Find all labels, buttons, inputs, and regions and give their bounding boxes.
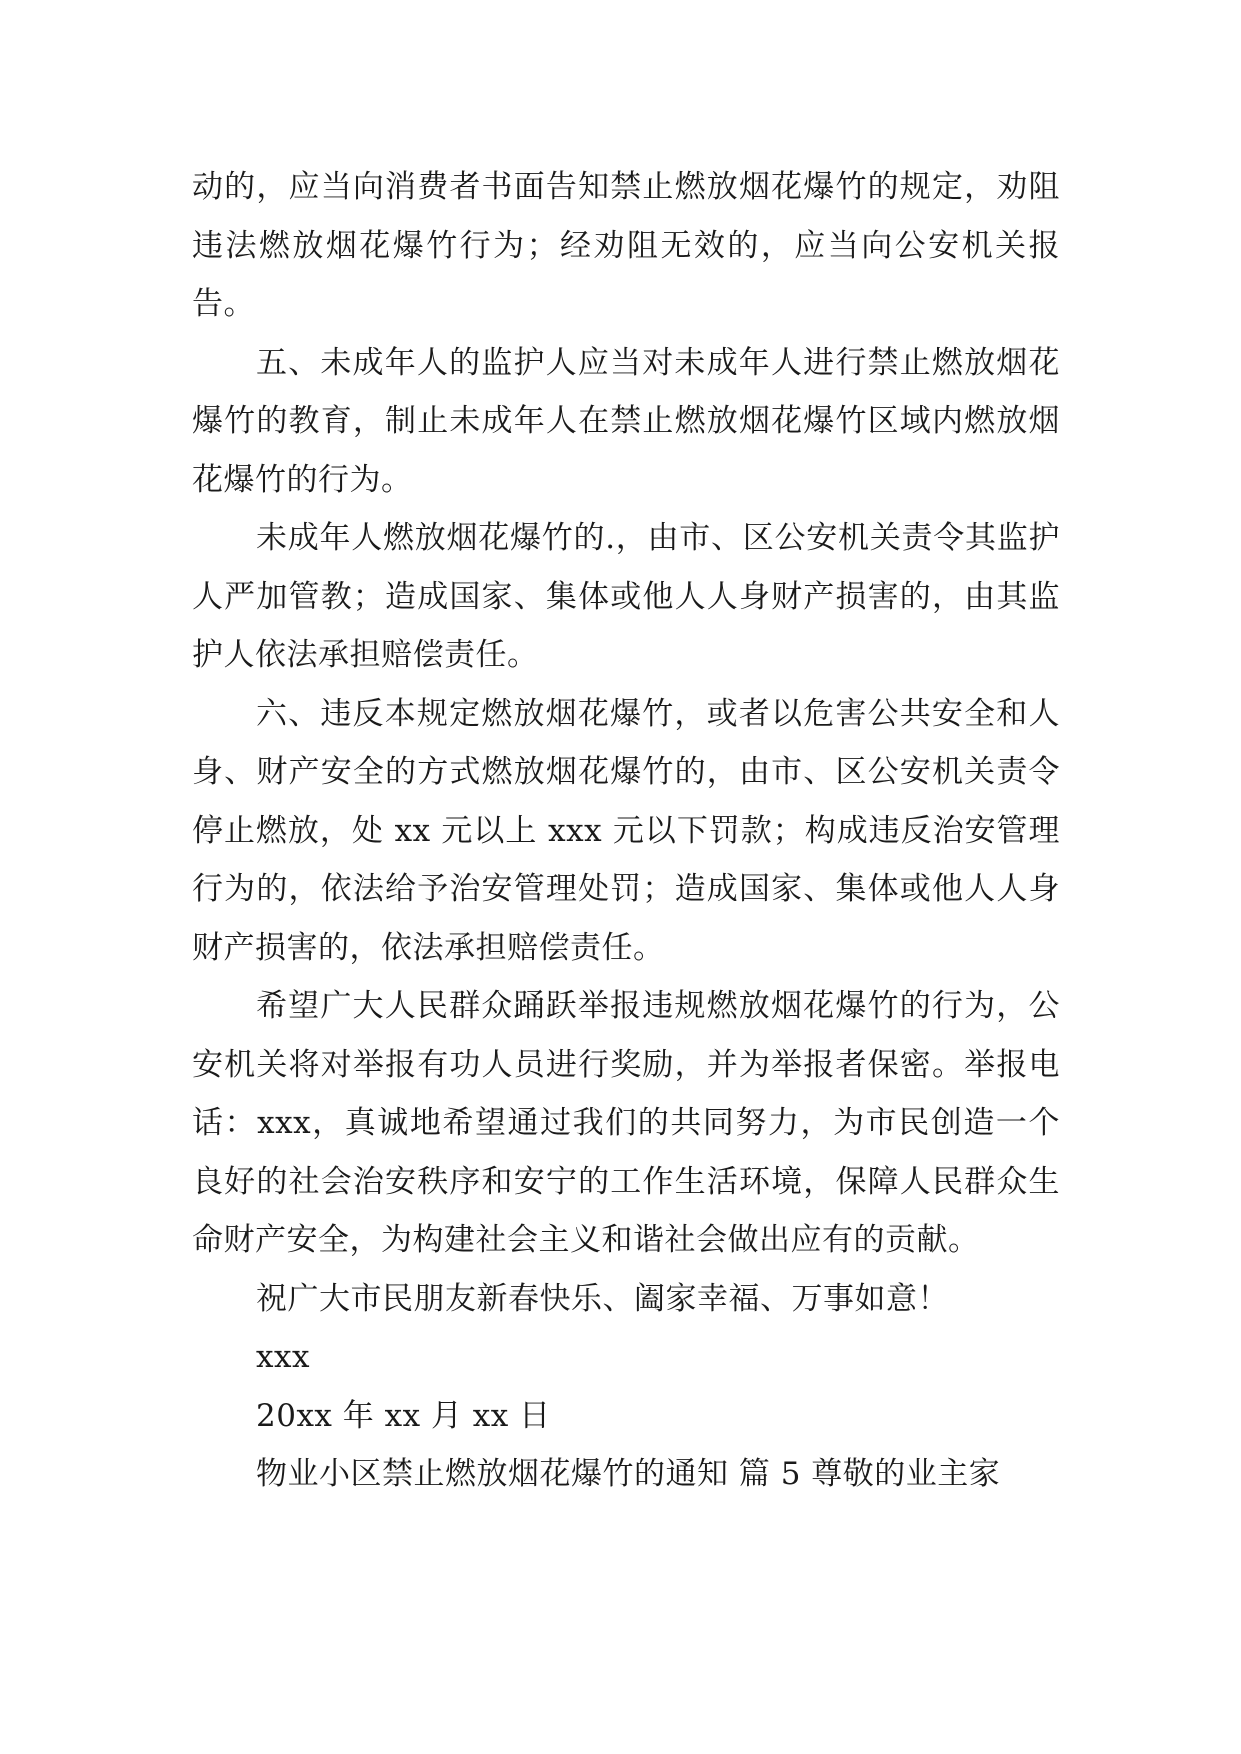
signature-date: 20xx 年 xx 月 xx 日 <box>256 1397 551 1434</box>
next-section-heading: 物业小区禁止燃放烟花爆竹的通知 篇 5 尊敬的业主家 <box>256 1456 1001 1492</box>
paragraph-2: 五、未成年人的监护人应当对未成年人进行禁止燃放烟花爆竹的教育，制止未成年人在禁止燃放烟花爆竹区域内燃放烟花爆竹的行为。 <box>192 344 1060 498</box>
signature-name: xxx <box>256 1339 310 1375</box>
paragraph-4: 六、违反本规定燃放烟花爆竹，或者以危害公共安全和人身、财产安全的方式燃放烟花爆竹的，由市、区公安机关责令停止燃放，处 xx 元以上 xxx 元以下罚款；构成违反治安管理行为的，依法给予治安管理处罚；造成国家、集体或他人人身财产损害的，依法承担赔偿责任。 <box>192 695 1060 966</box>
document-body <box>192 158 1060 1504</box>
paragraph-3: 未成年人燃放烟花爆竹的.，由市、区公安机关责令其监护人严加管教；造成国家、集体或他人人身财产损害的，由其监护人依法承担赔偿责任。 <box>192 520 1060 673</box>
paragraph-5: 希望广大人民群众踊跃举报违规燃放烟花爆竹的行为，公安机关将对举报有功人员进行奖励，并为举报者保密。举报电话：xxx，真诚地希望通过我们的共同努力，为市民创造一个良好的社会治安秩序和安宁的工作生活环境，保障人民群众生命财产安全，为构建社会主义和谐社会做出应有的贡献。 <box>192 988 1060 1258</box>
paragraph-1: 动的，应当向消费者书面告知禁止燃放烟花爆竹的规定，劝阻违法燃放烟花爆竹行为；经劝阻无效的，应当向公安机关报告。 <box>192 169 1060 322</box>
paragraph-6: 祝广大市民朋友新春快乐、阖家幸福、万事如意！ <box>256 1280 949 1317</box>
